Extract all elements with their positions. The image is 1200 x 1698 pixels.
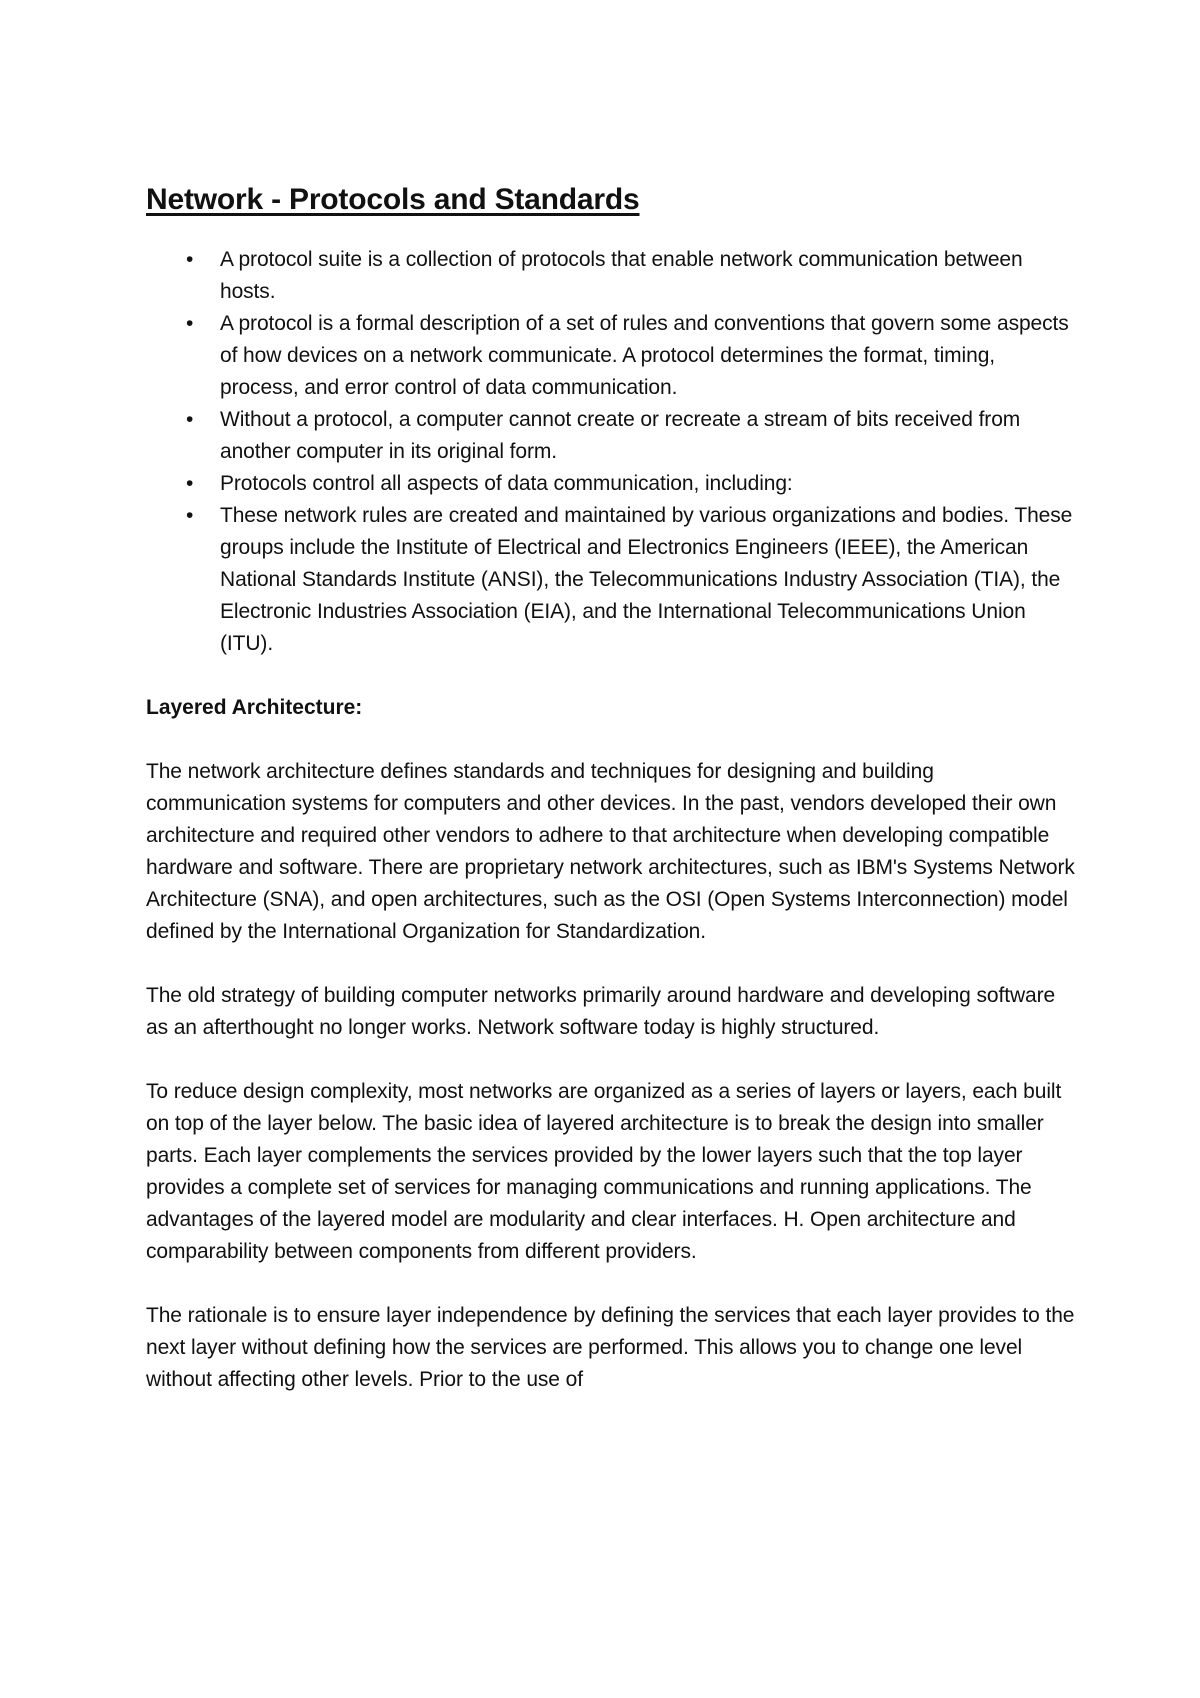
section-heading: Layered Architecture: <box>146 696 363 719</box>
bullet-icon: • <box>186 504 194 527</box>
list-item <box>146 308 1076 404</box>
bullet-icon: • <box>186 248 194 271</box>
list-item-text: A protocol suite is a collection of protocols that enable network communication between hosts. <box>220 248 1023 303</box>
list-item <box>146 468 1076 500</box>
list-item <box>146 404 1076 468</box>
bullet-icon: • <box>186 312 194 335</box>
paragraph: The rationale is to ensure layer independence by defining the services that each layer provides to the next layer without defining how the services are performed. This allows you to change one level without affecting other levels. Prior to the use of <box>146 1304 1075 1391</box>
bullet-icon: • <box>186 472 194 495</box>
list-item-text: Without a protocol, a computer cannot create or recreate a stream of bits received from another computer in its original form. <box>220 408 1021 463</box>
paragraph: To reduce design complexity, most networks are organized as a series of layers or layers, each built on top of the layer below. The basic idea of layered architecture is to break the design into smaller parts. Each layer complements the services provided by the lower layers such that the top layer provides a complete set of services for managing communications and running applications. The advantages of the layered model are modularity and clear interfaces. H. Open architecture and comparability between components from different providers. <box>146 1080 1062 1263</box>
list-item <box>146 244 1076 308</box>
list-item-text: A protocol is a formal description of a set of rules and conventions that govern some aspects of how devices on a network communicate. A protocol determines the format, timing, process, and error control of data communication. <box>220 312 1069 399</box>
paragraph: The old strategy of building computer networks primarily around hardware and developing software as an afterthought no longer works. Network software today is highly structured. <box>146 984 1056 1039</box>
page-title: Network - Protocols and Standards <box>146 183 640 216</box>
list-item-text: Protocols control all aspects of data communication, including: <box>220 472 793 495</box>
document-content <box>146 180 1076 1428</box>
list-item <box>146 500 1076 660</box>
paragraph: The network architecture defines standards and techniques for designing and building communication systems for computers and other devices. In the past, vendors developed their own architecture and required other vendors to adhere to that architecture when developing compatible hardware and software. There are proprietary network architectures, such as IBM's Systems Network Architecture (SNA), and open architectures, such as the OSI (Open Systems Interconnection) model defined by the International Organization for Standardization. <box>146 760 1075 943</box>
list-item-text: These network rules are created and maintained by various organizations and bodies. These groups include the Institute of Electrical and Electronics Engineers (IEEE), the American National Standards Institute (ANSI), the Telecommunications Industry Association (TIA), the Electronic Industries Association (EIA), and the International Telecommunications Union (ITU). <box>220 504 1073 655</box>
bullet-list <box>146 244 1076 660</box>
bullet-icon: • <box>186 408 194 431</box>
